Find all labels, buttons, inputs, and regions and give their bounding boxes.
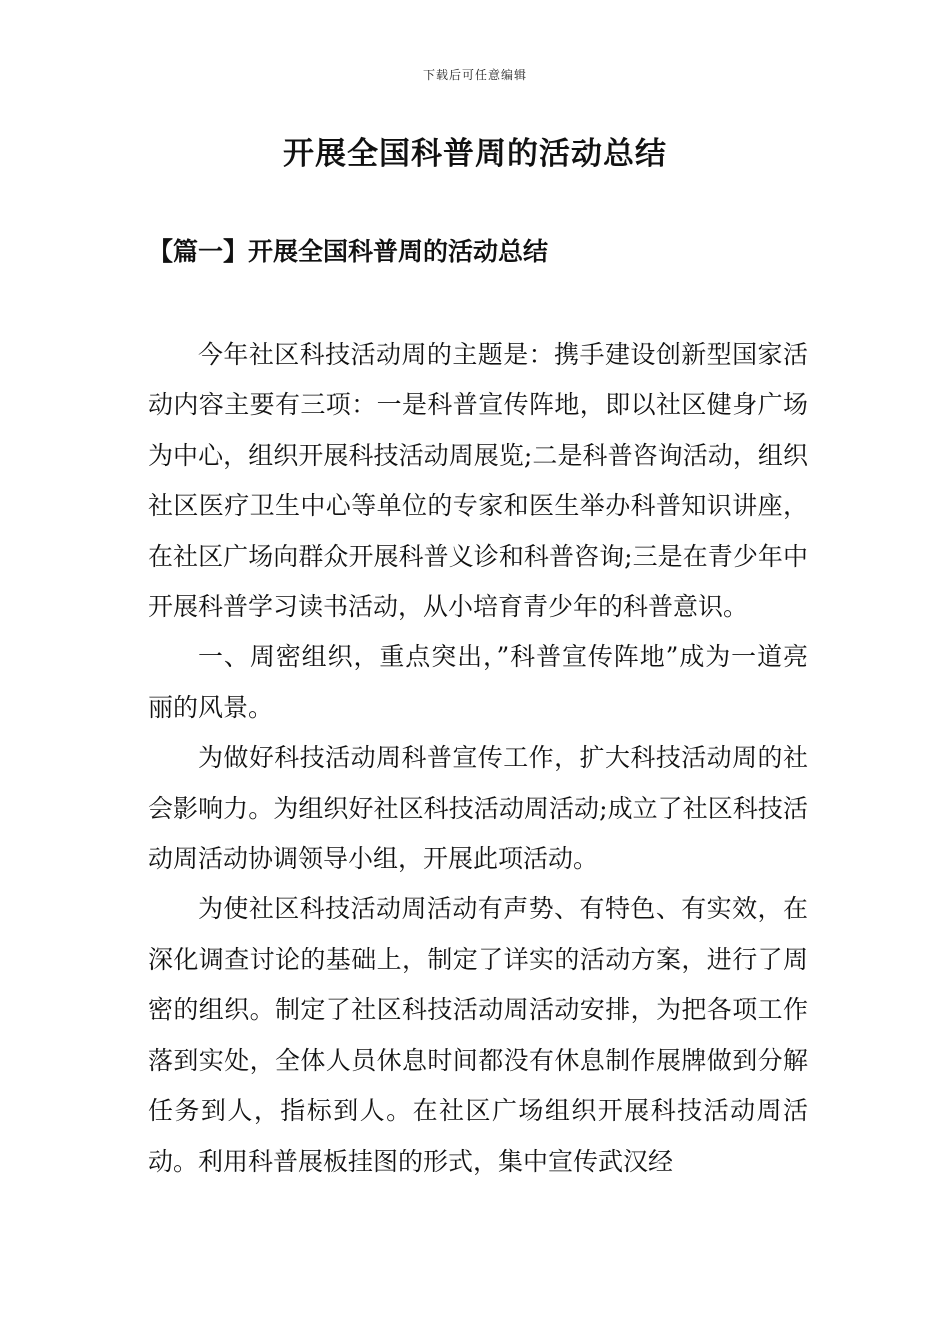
header-note: 下载后可任意编辑: [422, 68, 527, 82]
paragraph-theme: 今年社区科技活动周的主题是：携手建设创新型国家活动内容主要有三项：一是科普宣传阵地，即以社区健身广场为中心，组织开展科技活动周展览;二是科普咨询活动，组织社区医疗卫生中心等单位的专家和医生举办科普知识讲座，在社区广场向群众开展科普义诊和科普咨询;三是在青少年中开展科普学习读书活动，从小培育青少年的科普意识。: [148, 340, 808, 622]
paragraph-point-one: 一、周密组织，重点突出，”科普宣传阵地”成为一道亮丽的风景。: [148, 642, 808, 722]
body-text: [148, 330, 808, 1187]
paragraph-organization: 为使社区科技活动周活动有声势、有特色、有实效，在深化调查讨论的基础上，制定了详实的活动方案，进行了周密的组织。制定了社区科技活动周活动安排，为把各项工作落到实处，全体人员休息时间都没有休息制作展牌做到分解任务到人，指标到人。在社区广场组织开展科技活动周活动。利用科普展板挂图的形式，集中宣传武汉经: [148, 894, 808, 1176]
document-title: 开展全国科普周的活动总结: [283, 136, 667, 172]
section-heading: 【篇一】开展全国科普周的活动总结: [148, 237, 549, 266]
paragraph-publicity: 为做好科技活动周科普宣传工作，扩大科技活动周的社会影响力。为组织好社区科技活动周活动;成立了社区科技活动周活动协调领导小组，开展此项活动。: [148, 743, 808, 874]
